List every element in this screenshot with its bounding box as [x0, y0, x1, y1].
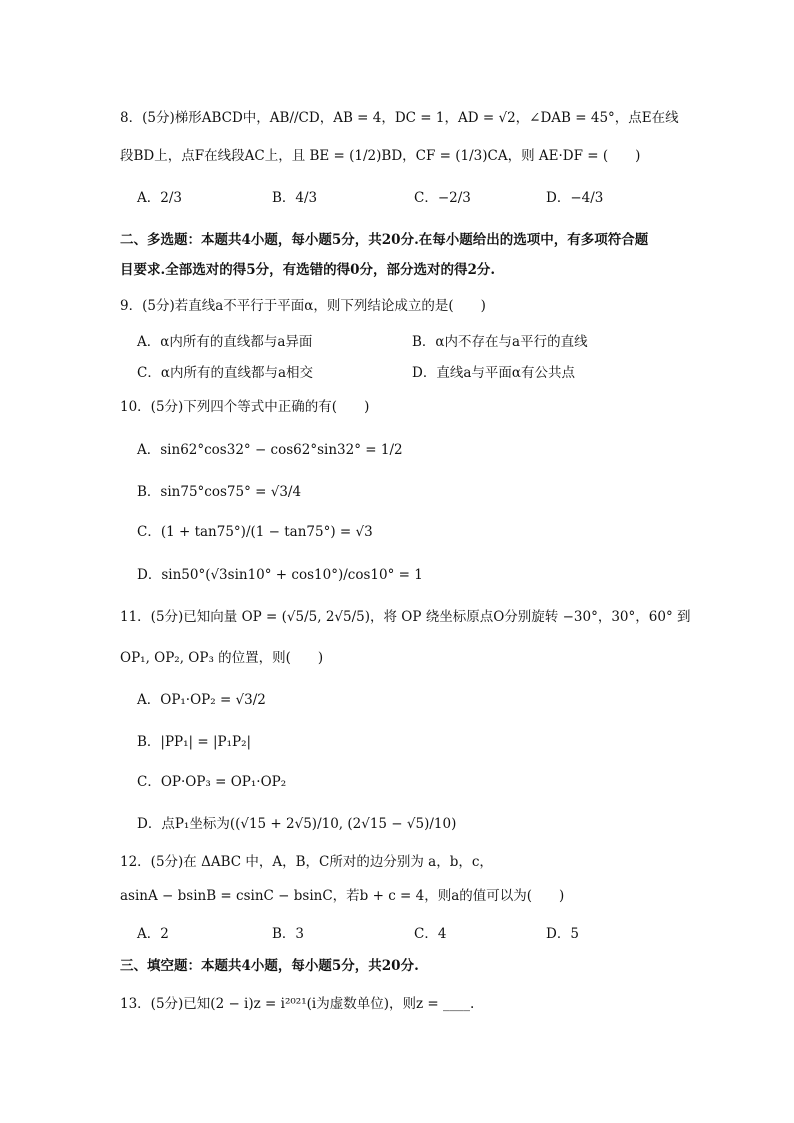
- q12-option-b: B．3: [272, 926, 305, 942]
- q11-line2: OP₁, OP₂, OP₃ 的位置，则( ): [120, 650, 324, 666]
- q8-line1: 8．(5分)梯形ABCD中，AB//CD，AB = 4，DC = 1，AD = √2，∠DAB = 45°，点E在线: [120, 110, 679, 126]
- q8-option-b: B．4/3: [272, 190, 318, 206]
- section2-line1: 二、多选题：本题共4小题，每小题5分，共20分.在每小题给出的选项中，有多项符合题: [120, 232, 649, 248]
- q11-option-a: A．OP₁·OP₂ = √3/2: [137, 692, 266, 708]
- q11-option-b: B．|PP₁| = |P₁P₂|: [137, 734, 252, 750]
- q8-option-a: A．2/3: [137, 190, 182, 206]
- q9-option-d: D．直线a与平面α有公共点: [412, 365, 575, 381]
- q12-option-c: C．4: [414, 926, 447, 942]
- q9-option-c: C．α内所有的直线都与a相交: [137, 365, 313, 381]
- section3-line1: 三、填空题：本题共4小题，每小题5分，共20分.: [120, 958, 419, 974]
- q11-option-c: C．OP·OP₃ = OP₁·OP₂: [137, 774, 287, 790]
- q8-option-c: C．−2/3: [414, 190, 471, 206]
- q10-option-c: C．(1 + tan75°)/(1 − tan75°) = √3: [137, 524, 373, 540]
- q12-option-d: D．5: [546, 926, 579, 942]
- q11-option-d: D．点P₁坐标为((√15 + 2√5)/10, (2√15 − √5)/10): [137, 816, 457, 832]
- q10-option-d: D．sin50°(√3sin10° + cos10°)/cos10° = 1: [137, 567, 423, 583]
- q8-option-d: D．−4/3: [546, 190, 604, 206]
- q10-stem: 10．(5分)下列四个等式中正确的有( ): [120, 399, 370, 415]
- q13-stem: 13．(5分)已知(2 − i)z = i²⁰²¹(i为虚数单位)，则z = ____.: [120, 996, 475, 1012]
- q9-option-b: B．α内不存在与a平行的直线: [412, 334, 588, 350]
- q12-option-a: A．2: [137, 926, 169, 942]
- q10-option-a: A．sin62°cos32° − cos62°sin32° = 1/2: [137, 442, 403, 458]
- q8-line2: 段BD上，点F在线段AC上，且 BE = (1/2)BD，CF = (1/3)CA，则 AE·DF = ( ): [120, 148, 641, 164]
- q12-line1: 12．(5分)在 ΔABC 中，A，B，C所对的边分别为 a，b，c，: [120, 854, 493, 870]
- q12-line2: asinA − bsinB = csinC − bsinC，若b + c = 4，则a的值可以为( ): [120, 888, 565, 904]
- q9-option-a: A．α内所有的直线都与a异面: [137, 334, 313, 350]
- q10-option-b: B．sin75°cos75° = √3/4: [137, 484, 302, 500]
- q11-line1: 11．(5分)已知向量 OP = (√5/5, 2√5/5)，将 OP 绕坐标原点O分别旋转 −30°，30°，60° 到: [120, 609, 691, 625]
- section2-line2: 目要求.全部选对的得5分，有选错的得0分，部分选对的得2分.: [120, 262, 496, 278]
- q9-stem: 9．(5分)若直线a不平行于平面α，则下列结论成立的是( ): [120, 298, 486, 314]
